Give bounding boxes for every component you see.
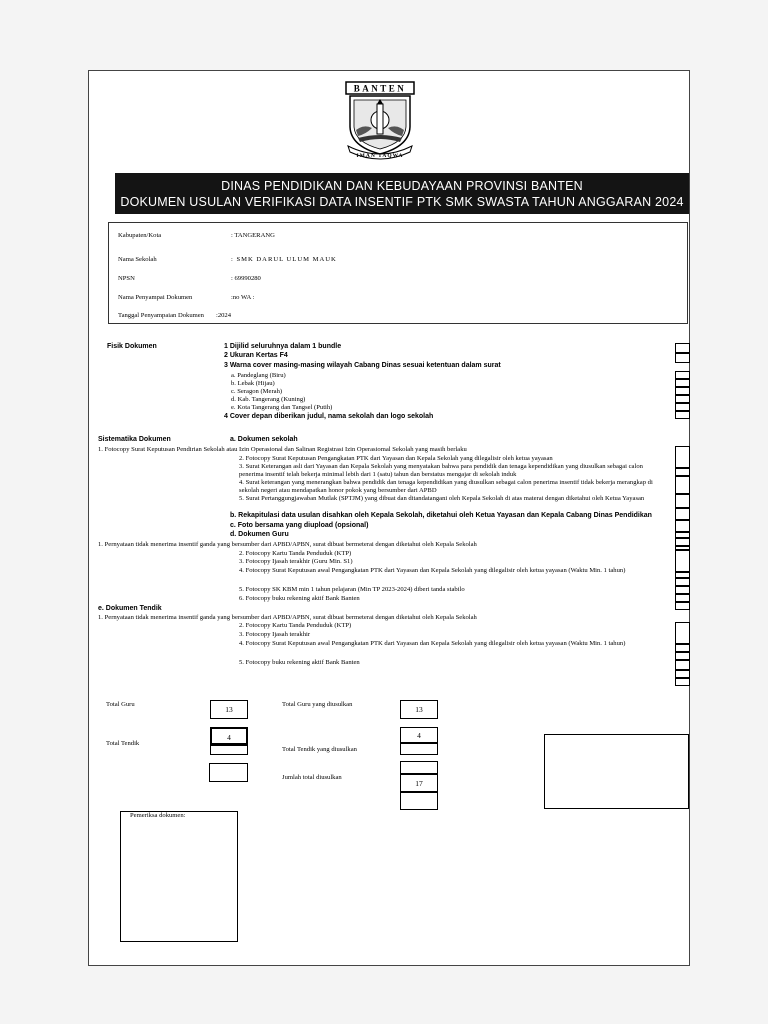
- total-guru-usul-field[interactable]: 13: [400, 700, 438, 719]
- checklist-checkbox[interactable]: [675, 678, 690, 686]
- total-tendik-field-extra[interactable]: [210, 745, 248, 755]
- pemeriksa-label: Pemeriksa dokumen:: [130, 812, 186, 819]
- doc-item-d4: 4. Fotocopy Surat Keputusan awal Pengangkatan PTK dari Yayasan dan Kepala Sekolah yang dilegalisir oleh ketua yayasan (Waktu Min. 1 tahun): [239, 567, 626, 574]
- title-banner: [115, 173, 689, 214]
- checklist-checkbox[interactable]: [675, 670, 690, 678]
- jumlah-total-top-field[interactable]: [400, 761, 438, 774]
- doc-item-a1: 1. Fotocopy Surat Keputusan Pendirian Sekolah atau Izin Operasional dan Salinan Registrasi Izin Operasiomal Sekolah yang masih berlaku: [98, 446, 467, 453]
- color-item: e. Kota Tangerang dan Tangsel (Putih): [231, 404, 333, 411]
- doc-item-a5: 5. Surat Pertanggungjawaban Mutlak (SPTJM) yang dibuat dan ditandatangani oleh Kepala Sekolah di atas materai dengan diketahui oleh Ketua Yayasan: [239, 495, 645, 502]
- checklist-checkbox[interactable]: [675, 538, 690, 546]
- checklist-checkbox[interactable]: [675, 602, 690, 610]
- checklist-checkbox[interactable]: [675, 594, 690, 602]
- sistematika-label: Sistematika Dokumen: [98, 436, 171, 443]
- color-item: c. Seragon (Merah): [231, 388, 283, 395]
- checklist-checkbox[interactable]: [675, 353, 690, 363]
- section-b-title: b. Rekapitulasi data usulan disahkan oleh Kepala Sekolah, diketahui oleh Ketua Yayasan dan Kepala Cabang Dinas Pendidikan: [230, 512, 652, 519]
- checklist-checkbox[interactable]: [675, 379, 690, 387]
- logo-top-text: BANTEN: [353, 83, 407, 94]
- doc-item-a4: 4. Surat keterangan yang menerangkan bahwa pendidik dan tenaga kependidikan yang diusulkan sebagai calon penerima insentif tidak bekerja merangkap di sekolah negeri atau mendapatkan honor pokok yang bersumber dari APBD: [239, 479, 653, 494]
- total-guru-usul-label: Total Guru yang diusulkan: [282, 701, 353, 708]
- doc-item-d1: 1. Pernyataan tidak menerima insentif ganda yang bersumber dari APBD/APBN, surat dibuat bermeterai dengan diketahui oleh Kepala Sekolah: [98, 541, 477, 548]
- checklist-checkbox[interactable]: [675, 411, 690, 419]
- checklist-checkbox[interactable]: [675, 578, 690, 586]
- color-item: b. Lebak (Hijau): [231, 380, 275, 387]
- checklist-checkbox[interactable]: [675, 494, 690, 508]
- section-a-title: a. Dokumen sekolah: [230, 436, 298, 443]
- doc-item-e2: 2. Fotocopy Kartu Tanda Penduduk (KTP): [239, 622, 352, 629]
- total-tendik-usul-field-extra[interactable]: [400, 743, 438, 755]
- pemeriksa-box: [120, 811, 238, 942]
- school-info-box: [108, 222, 688, 324]
- total-tendik-usul-field[interactable]: 4: [400, 727, 438, 743]
- doc-item-e5: 5. Fotocopy buku rekening aktif Bank Banten: [239, 659, 360, 666]
- total-tendik-label: Total Tendik: [106, 740, 140, 747]
- doc-item-e3: 3. Fotocopy Ijasah terakhir: [239, 631, 311, 638]
- institution-title: DINAS PENDIDIKAN DAN KEBUDAYAAN PROVINSI BANTEN: [221, 179, 583, 193]
- blank-field[interactable]: [209, 763, 248, 782]
- checklist-checkbox[interactable]: [675, 520, 690, 532]
- fisik-item-1: 1 Dijilid seluruhnya dalam 1 bundle: [224, 343, 342, 350]
- total-tendik-field[interactable]: 4: [210, 727, 248, 745]
- npsn-value: : 69990280: [231, 275, 261, 282]
- checklist-checkbox[interactable]: [675, 550, 690, 572]
- checklist-checkbox[interactable]: [675, 644, 690, 652]
- checklist-checkbox[interactable]: [675, 371, 690, 379]
- sekolah-value: : SMK DARUL ULUM MAUK: [231, 256, 337, 263]
- checklist-checkbox[interactable]: [675, 403, 690, 411]
- total-tendik-usul-label: Total Tendik yang diusulkan: [282, 746, 357, 753]
- color-item: d. Kab. Tangerang (Kuning): [231, 396, 306, 403]
- penyampai-value: :no WA :: [231, 294, 255, 301]
- tanggal-label: Tanggal Penyampaian Dokumen: [118, 312, 204, 319]
- doc-item-d3: 3. Fotocopy Ijasah terakhir (Guru Min. S1): [239, 558, 353, 565]
- kab-value: : TANGERANG: [231, 232, 275, 239]
- tanggal-value: :2024: [216, 312, 232, 319]
- jumlah-total-field[interactable]: 17: [400, 774, 438, 792]
- color-item: a. Pandeglang (Biru): [231, 372, 286, 379]
- kab-label: Kabupaten/Kota: [118, 232, 162, 239]
- document-title: DOKUMEN USULAN VERIFIKASI DATA INSENTIF PTK SMK SWASTA TAHUN ANGGARAN 2024: [120, 195, 684, 209]
- checklist-checkbox[interactable]: [675, 586, 690, 594]
- doc-item-e1: 1. Pernyataan tidak menerima insentif ganda yang bersumber dari APBD/APBN, surat dibuat bermeterai dengan diketahui oleh Kepala Sekolah: [98, 614, 477, 621]
- section-c-title: c. Foto bersama yang diupload (opsional): [230, 522, 369, 529]
- checklist-checkbox[interactable]: [675, 343, 690, 353]
- logo-bottom-text: IMAN TAQWA: [356, 153, 404, 159]
- section-d-title: d. Dokumen Guru: [230, 531, 289, 538]
- checklist-checkbox[interactable]: [675, 652, 690, 660]
- fisik-item-4: 4 Cover depan diberikan judul, nama sekolah dan logo sekolah: [224, 413, 434, 420]
- checklist-checkbox[interactable]: [675, 446, 690, 468]
- doc-item-e4: 4. Fotocopy Surat Keputusan awal Pengangkatan PTK dari Yayasan dan Kepala Sekolah yang dilegalisir oleh ketua yayasan (Waktu Min. 1 tahun): [239, 640, 626, 647]
- checklist-checkbox[interactable]: [675, 660, 690, 670]
- checklist-checkbox[interactable]: [675, 468, 690, 476]
- checklist-checkbox[interactable]: [675, 622, 690, 644]
- sekolah-label: Nama Sekolah: [118, 256, 157, 263]
- doc-item-d5: 5. Fotocopy SK KBM min 1 tahun pelajaran (Min TP 2023-2024) diberi tanda stabilo: [239, 586, 465, 593]
- total-guru-label: Total Guru: [106, 701, 135, 708]
- checklist-checkbox[interactable]: [675, 387, 690, 395]
- fisik-item-2: 2 Ukuran Kertas F4: [224, 352, 288, 359]
- section-e-title: e. Dokumen Tendik: [98, 605, 162, 612]
- total-guru-field[interactable]: 13: [210, 700, 248, 719]
- doc-item-d6: 6. Fotocopy buku rekening aktif Bank Banten: [239, 595, 360, 602]
- fisik-label: Fisik Dokumen: [107, 343, 157, 350]
- npsn-label: NPSN: [118, 275, 135, 282]
- fisik-item-3: 3 Warna cover masing-masing wilayah Cabang Dinas sesuai ketentuan dalam surat: [224, 362, 501, 369]
- doc-item-a3: 3. Surat Keterangan asli dari Yayasan dan Kepala Sekolah yang menyatakan bahwa para pendidik dan tenaga kependidikan yang diusulkan sebagai calon penerima insentif telah bekerja minimal lebih dari 1 (satu) tahun dan berstatus mengajar di sekolah induk: [239, 463, 643, 478]
- doc-item-a2: 2. Fotocopy Surat Keputusan Pengangkatan PTK dari Yayasan dan Kepala Sekolah yang dilegalisir oleh ketua yayasan: [239, 455, 553, 462]
- stamp-box: [544, 734, 689, 809]
- banten-logo: [344, 80, 416, 162]
- checklist-checkbox[interactable]: [675, 395, 690, 403]
- penyampai-label: Nama Penyampai Dokumen: [118, 294, 193, 301]
- checklist-checkbox[interactable]: [675, 508, 690, 520]
- doc-item-d2: 2. Fotocopy Kartu Tanda Penduduk (KTP): [239, 550, 352, 557]
- jumlah-total-label: Jumlah total diusulkan: [282, 774, 342, 781]
- checklist-checkbox[interactable]: [675, 476, 690, 494]
- jumlah-total-bottom-field[interactable]: [400, 792, 438, 810]
